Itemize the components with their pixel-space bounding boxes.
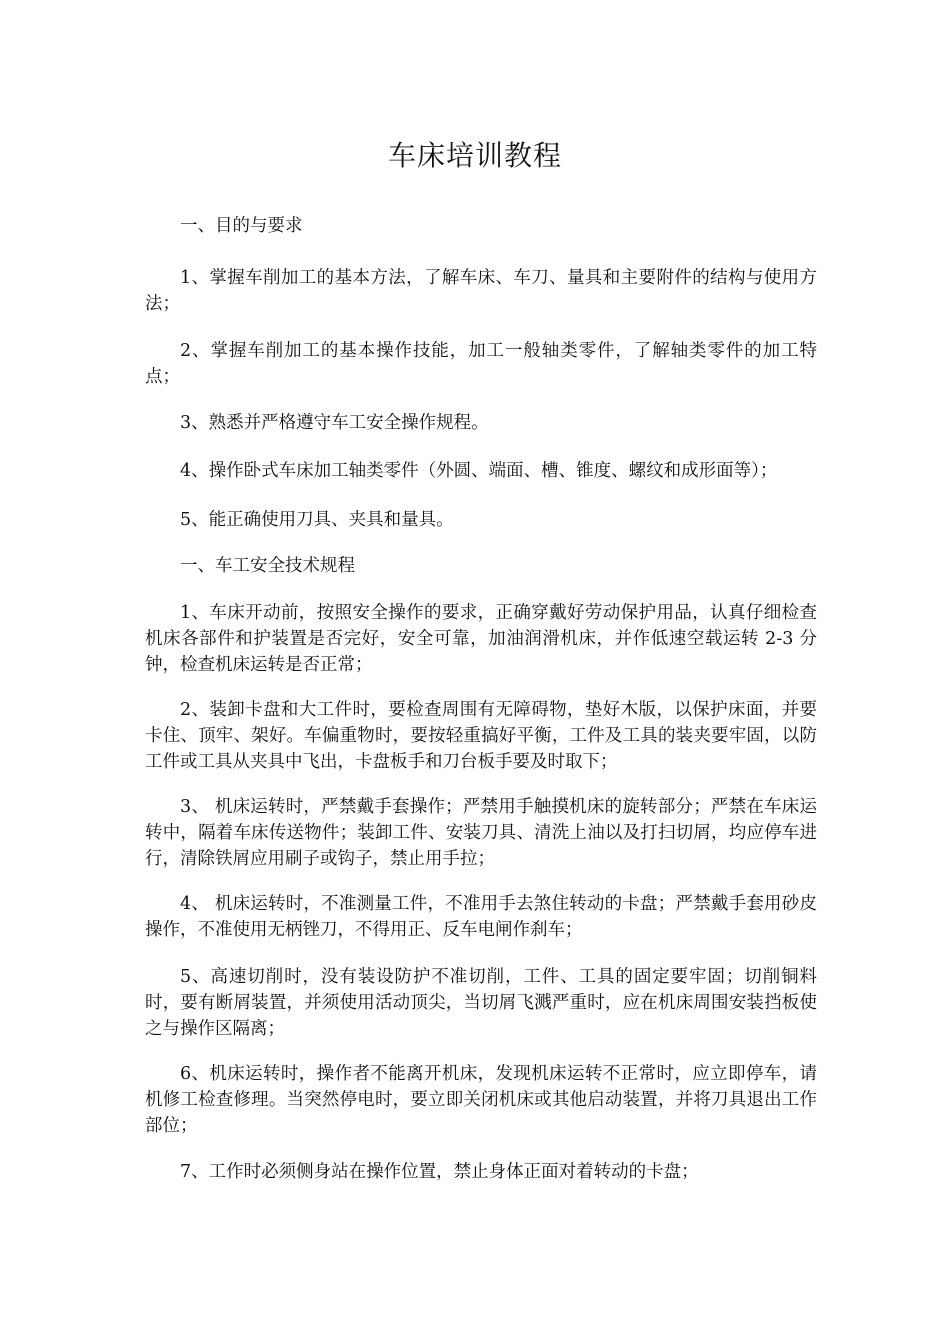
section-heading-safety: 一、车工安全技术规程 [180,556,355,576]
paragraph: 3、熟悉并严格遵守车工安全操作规程。 [180,413,489,433]
paragraph: 3、 机床运转时，严禁戴手套操作；严禁用手触摸机床的旋转部分；严禁在车床运转中，隔着车床传送物件；装卸工件、安装刀具、清洗上油以及打扫切屑，均应停车进行，清除铁屑应用刷子或钩子，禁止用手拉； [145,797,817,869]
paragraph: 7、工作时必须侧身站在操作位置，禁止身体正面对着转动的卡盘； [180,1162,699,1182]
paragraph: 4、 机床运转时，不准测量工件，不准用手去煞住转动的卡盘；严禁戴手套用砂皮操作，不准使用无柄锉刀，不得用正、反车电闸作刹车； [145,894,817,940]
paragraph: 1、车床开动前，按照安全操作的要求，正确穿戴好劳动保护用品，认真仔细检查机床各部件和护装置是否完好，安全可靠，加油润滑机床，并作低速空载运转 2-3 分钟，检查机床运转是否正常； [145,603,817,675]
section-heading-purpose: 一、目的与要求 [180,216,303,236]
paragraph: 6、机床运转时，操作者不能离开机床，发现机床运转不正常时，应立即停车，请机修工检查修理。当突然停电时，要立即关闭机床或其他启动装置，并将刀具退出工作部位； [145,1064,817,1136]
paragraph: 5、高速切削时，没有装设防护不准切削，工件、工具的固定要牢固；切削铜料时，要有断屑装置，并须使用活动顶尖，当切屑飞溅严重时，应在机床周围安装挡板使之与操作区隔离； [145,967,817,1039]
paragraph: 1、掌握车削加工的基本方法，了解车床、车刀、量具和主要附件的结构与使用方法； [145,268,817,314]
paragraph: 5、能正确使用刀具、夹具和量具。 [180,510,454,530]
paragraph: 2、装卸卡盘和大工件时，要检查周围有无障碍物，垫好木版，以保护床面，并要卡住、顶牢、架好。车偏重物时，要按轻重搞好平衡，工件及工具的装夹要牢固，以防工件或工具从夹具中飞出，卡盘板手和刀台板手要及时取下； [145,700,817,772]
paragraph: 4、操作卧式车床加工轴类零件（外圆、端面、槽、锥度、螺纹和成形面等）； [180,461,778,481]
document-title: 车床培训教程 [387,139,562,172]
paragraph: 2、掌握车削加工的基本操作技能，加工一般轴类零件，了解轴类零件的加工特点； [145,341,817,387]
